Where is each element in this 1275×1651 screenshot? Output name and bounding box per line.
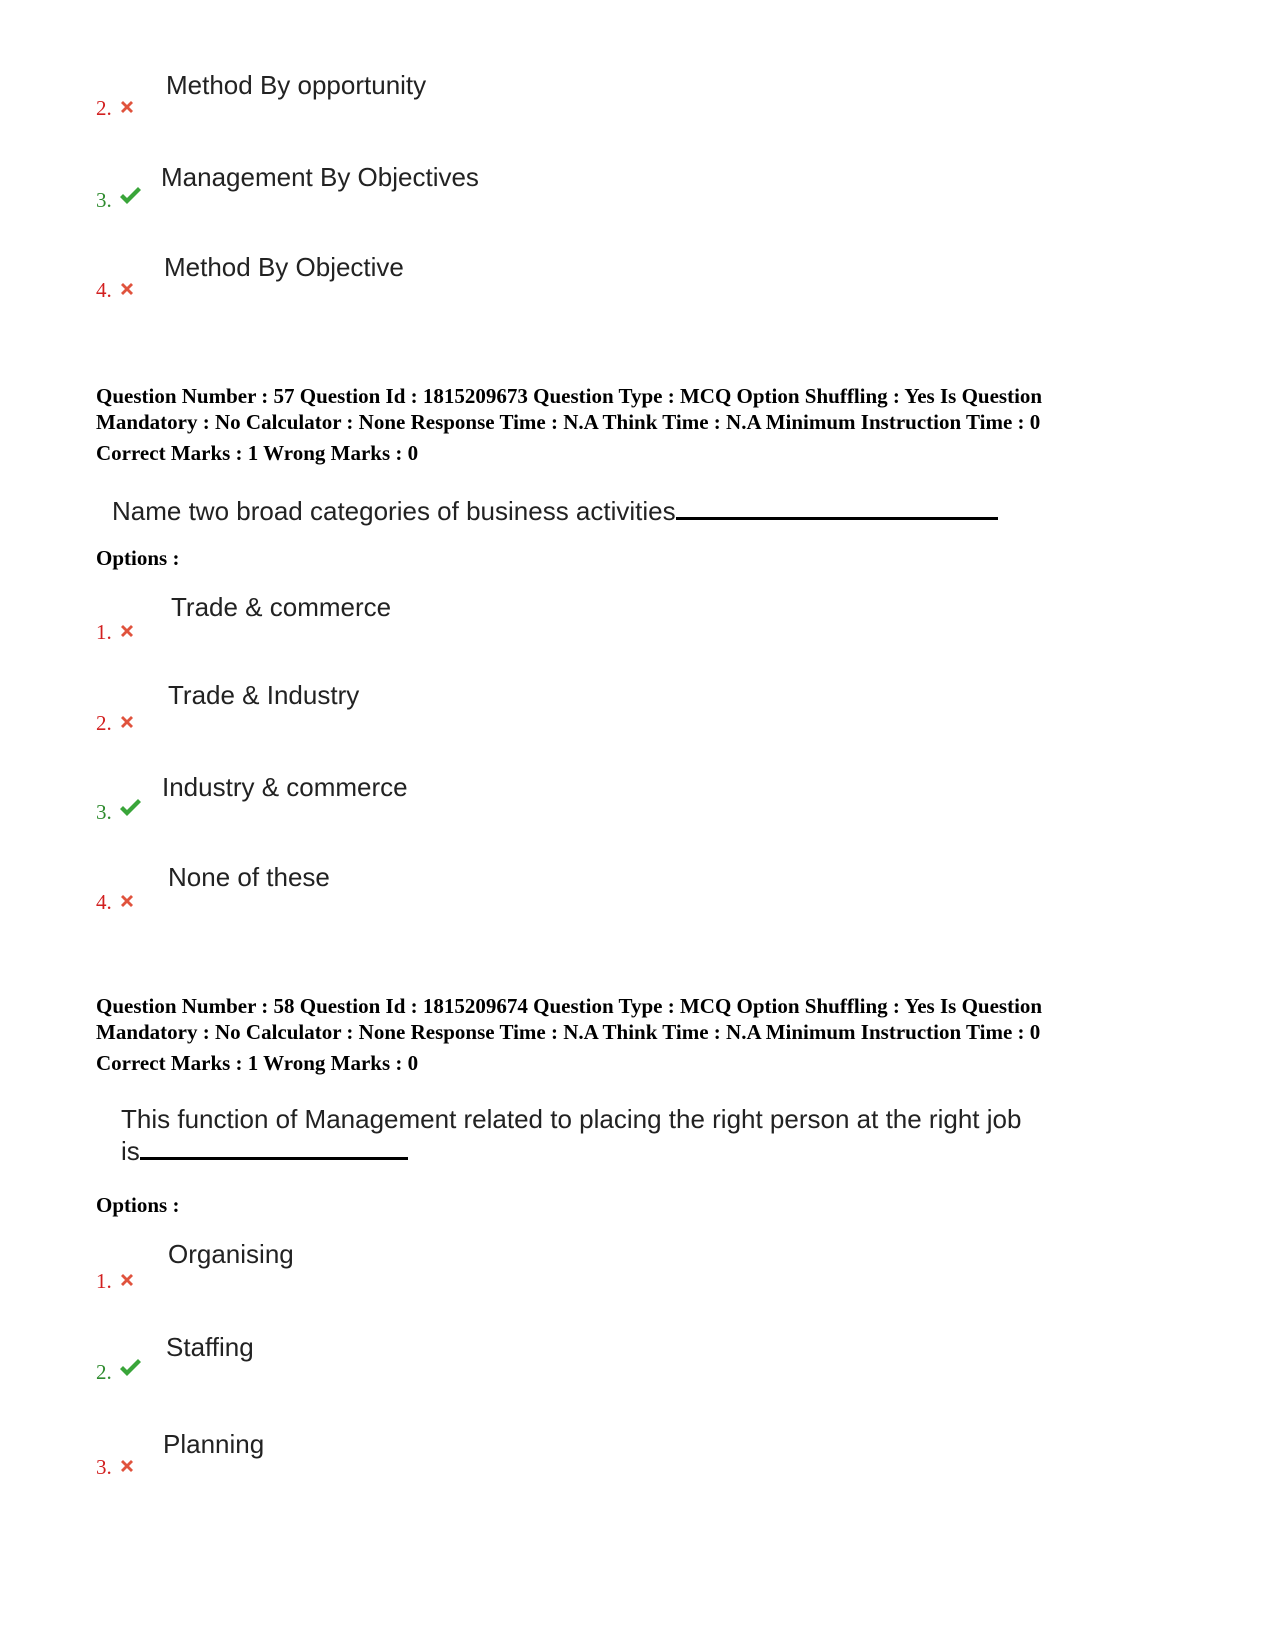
question-meta: [96, 383, 1176, 466]
option-item: [0, 250, 1275, 340]
option-item: [0, 770, 1275, 860]
option-text: Trade & Industry: [168, 680, 360, 710]
question-line: is: [121, 1136, 140, 1166]
cross-icon: [118, 622, 142, 646]
option-item: [0, 678, 1275, 768]
option-text: Trade & commerce: [171, 592, 392, 622]
meta-line: Mandatory : No Calculator : None Response Time : N.A Think Time : N.A Minimum Instruction Time : 0: [96, 410, 1041, 434]
option-number: 3.: [96, 188, 112, 212]
option-text: Industry & commerce: [162, 772, 408, 802]
cross-icon: [118, 892, 142, 916]
option-item: [0, 1330, 1275, 1420]
options-heading: Options :: [96, 1193, 180, 1217]
meta-line: Mandatory : No Calculator : None Response Time : N.A Think Time : N.A Minimum Instruction Time : 0: [96, 1020, 1041, 1044]
option-text: Management By Objectives: [161, 162, 479, 192]
marks-line: Correct Marks : 1 Wrong Marks : 0: [96, 1051, 419, 1075]
option-text: Staffing: [166, 1332, 254, 1362]
option-item: [0, 860, 1275, 950]
cross-icon: [118, 1271, 142, 1295]
option-number: 2.: [96, 1360, 112, 1384]
option-text: Organising: [168, 1239, 294, 1269]
option-item: [0, 160, 1275, 250]
cross-icon: [118, 1457, 142, 1481]
option-number: 4.: [96, 278, 112, 302]
question-line: This function of Management related to placing the right person at the right job: [121, 1104, 1022, 1134]
option-number: 2.: [96, 96, 112, 120]
answer-blank: [140, 1135, 408, 1160]
option-number: 4.: [96, 890, 112, 914]
option-number: 2.: [96, 711, 112, 735]
cross-icon: [118, 713, 142, 737]
meta-line: Question Number : 57 Question Id : 1815209673 Question Type : MCQ Option Shuffling : Yes Is Question: [96, 384, 1043, 408]
question-text: [121, 1104, 1021, 1167]
option-item: [0, 1427, 1275, 1517]
option-number: 1.: [96, 1269, 112, 1293]
question-line: Name two broad categories of business activities: [112, 496, 676, 526]
option-number: 3.: [96, 1455, 112, 1479]
option-text: Method By Objective: [164, 252, 404, 282]
question-text: [112, 495, 998, 527]
option-item: [0, 68, 1275, 158]
option-text: Method By opportunity: [166, 70, 427, 100]
meta-line: Question Number : 58 Question Id : 1815209674 Question Type : MCQ Option Shuffling : Yes Is Question: [96, 994, 1043, 1018]
option-item: [0, 590, 1275, 680]
check-icon: [118, 1356, 142, 1380]
marks-line: Correct Marks : 1 Wrong Marks : 0: [96, 441, 419, 465]
cross-icon: [118, 98, 142, 122]
options-heading: Options :: [96, 546, 180, 570]
option-number: 3.: [96, 800, 112, 824]
check-icon: [118, 184, 142, 208]
cross-icon: [118, 280, 142, 304]
option-number: 1.: [96, 620, 112, 644]
option-text: None of these: [168, 862, 330, 892]
answer-blank: [676, 495, 998, 520]
question-meta: [96, 993, 1176, 1076]
check-icon: [118, 796, 142, 820]
option-text: Planning: [163, 1429, 265, 1459]
option-item: [0, 1237, 1275, 1327]
